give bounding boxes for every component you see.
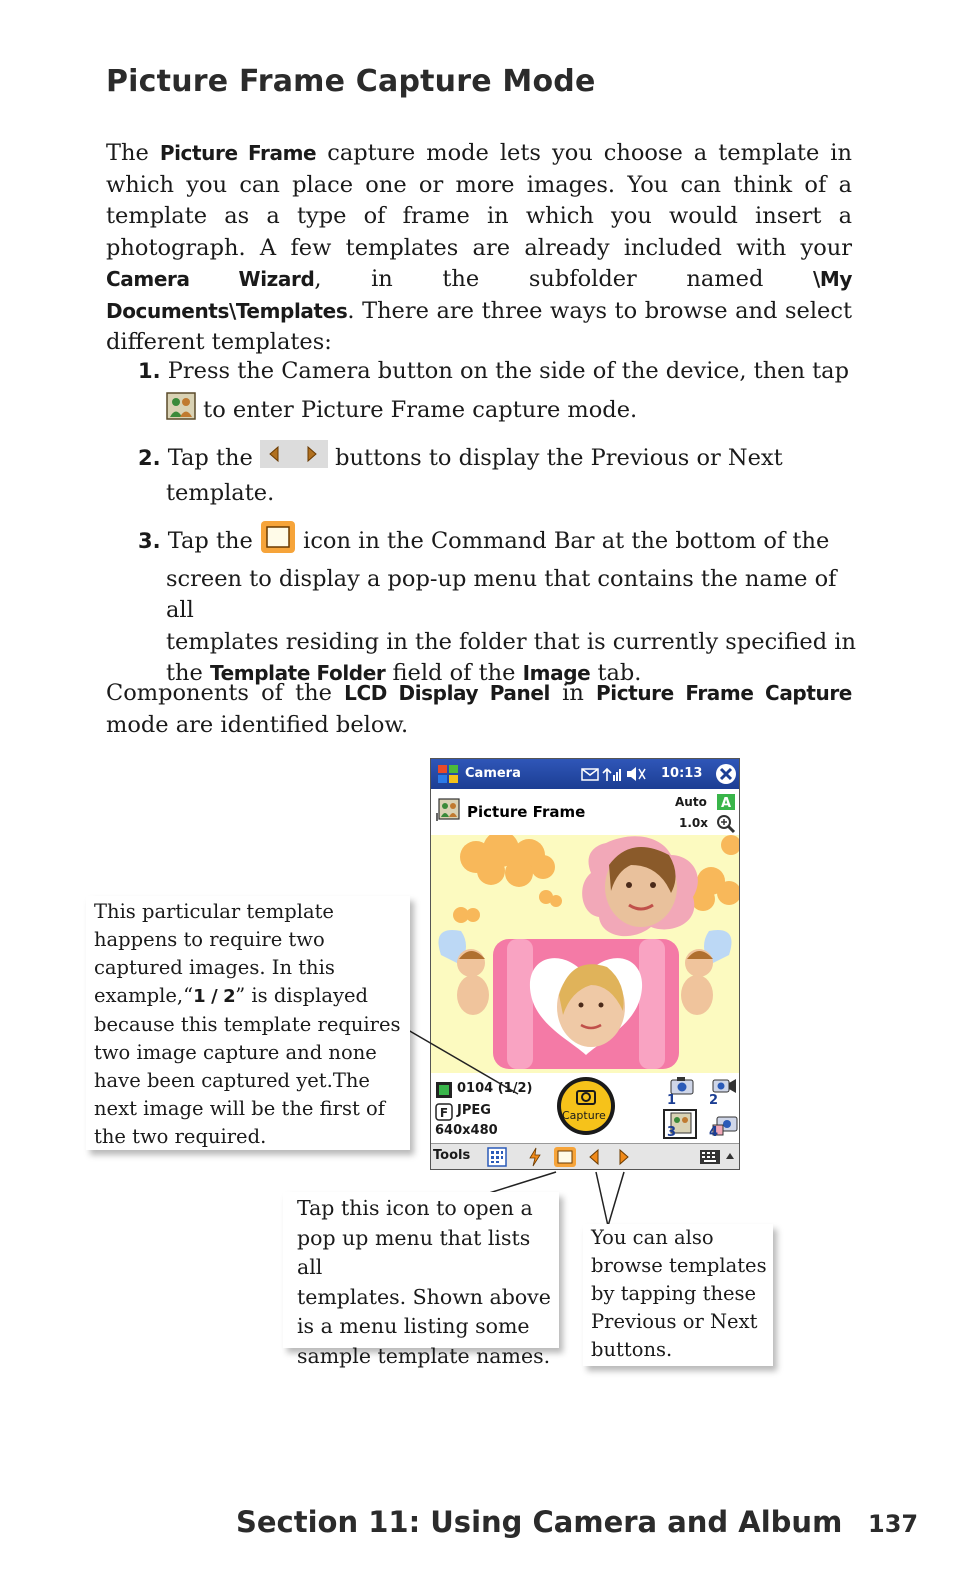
svg-text:F: F (439, 1106, 449, 1120)
zoom-level: 1.0x (679, 816, 708, 830)
mode-number-3: 3 (667, 1125, 677, 1140)
callout-image-count: This particular template happens to require two captured images. In this example,“1 / 2” is displayed because this template requires two image capture and none have been captured yet.The next image will be the first of the two required. (86, 896, 410, 1150)
components-paragraph: Components of the LCD Display Panel in Picture Frame Capture mode are identified below. (106, 680, 852, 738)
mode-number-1: 1 (667, 1093, 677, 1108)
device-app-title: Camera (465, 766, 521, 781)
step-1: 1. Press the Camera button on the side of the device, then tap to enter Picture Frame capture mode. (138, 356, 858, 429)
mode-number-2: 2 (709, 1093, 719, 1108)
tools-menu[interactable]: Tools (433, 1148, 471, 1163)
callout-prev-next: You can also browse templates by tapping these Previous or Next buttons. (583, 1224, 773, 1366)
device-clock: 10:13 (661, 766, 703, 781)
step-2: 2. Tap the buttons to display the Previous or Next template. (138, 440, 858, 509)
intro-paragraph: The Picture Frame capture mode lets you choose a template in which you can place one or more images. You can think of a template as a type of frame in which you would insert a photograph. A few templates are already included with your Camera Wizard, in the subfolder named \My Documents\Templates. There are three ways to browse and select different templates: (106, 140, 852, 355)
callout-template-menu: Tap this icon to open a pop up menu that lists all templates. Shown above is a menu listing some sample template names. (283, 1192, 559, 1348)
page-number: 137 (868, 1510, 919, 1538)
svg-text:A: A (720, 796, 732, 810)
image-format: JPEG (457, 1103, 491, 1118)
image-resolution: 640x480 (435, 1123, 498, 1138)
step-3: 3. Tap the icon in the Command Bar at the bottom of the screen to display a pop-up menu that contains the name of all templates residing in the folder that is currently specified in the Template Folder field of the Image tab. (138, 520, 858, 690)
image-counter: 0104 (1/2) (457, 1081, 533, 1096)
section-footer: Section 11: Using Camera and Album (236, 1505, 843, 1539)
auto-label: Auto (675, 795, 707, 809)
page-title: Picture Frame Capture Mode (106, 64, 596, 99)
mode-number-4: 4 (709, 1125, 719, 1140)
capture-label: Capture (562, 1109, 606, 1122)
mode-label: Picture Frame (467, 803, 586, 821)
